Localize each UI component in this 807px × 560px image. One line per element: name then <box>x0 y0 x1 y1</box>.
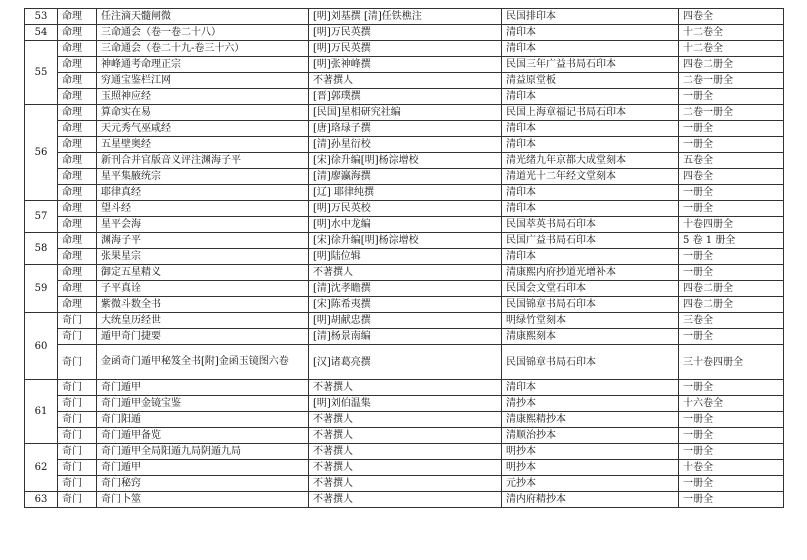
catalog-row <box>25 460 784 476</box>
author-cell: [明]万民英撰 <box>309 41 502 57</box>
catalog-row <box>25 57 784 73</box>
catalog-row <box>25 329 784 345</box>
volumes-cell: 四卷二册全 <box>679 297 784 313</box>
author-cell: [汉]诸葛亮撰 <box>309 345 502 380</box>
volumes-cell: 一册全 <box>679 380 784 396</box>
edition-cell: 民国萃英书局石印本 <box>502 217 679 233</box>
edition-cell: 元抄本 <box>502 476 679 492</box>
edition-cell: 清印本 <box>502 201 679 217</box>
catalog-row <box>25 137 784 153</box>
author-cell: [明]刘伯温集 <box>309 396 502 412</box>
edition-cell: 民国广益书局石印本 <box>502 233 679 249</box>
title-cell: 奇门遁甲金镜宝鉴 <box>97 396 309 412</box>
catalog-row <box>25 121 784 137</box>
category-cell: 命理 <box>58 121 97 137</box>
volumes-cell: 二卷一册全 <box>679 105 784 121</box>
author-cell: [明]万民英校 <box>309 201 502 217</box>
author-cell: 不著撰人 <box>309 428 502 444</box>
volumes-cell: 十二卷全 <box>679 41 784 57</box>
category-cell: 命理 <box>58 41 97 57</box>
author-cell: [清]杨景南编 <box>309 329 502 345</box>
volumes-cell: 一册全 <box>679 185 784 201</box>
category-cell: 奇门 <box>58 428 97 444</box>
title-cell: 奇门遁甲 <box>97 380 309 396</box>
author-cell: [明]刘基撰 [清]任铁樵注 <box>309 9 502 25</box>
volumes-cell: 一册全 <box>679 201 784 217</box>
catalog-row <box>25 281 784 297</box>
author-cell: 不著撰人 <box>309 460 502 476</box>
category-cell: 命理 <box>58 137 97 153</box>
edition-cell: 清康熙内府抄道光增补本 <box>502 265 679 281</box>
volumes-cell: 十卷全 <box>679 460 784 476</box>
title-cell: 紫微斗数全书 <box>97 297 309 313</box>
category-cell: 命理 <box>58 185 97 201</box>
title-cell: 神峰通考命理正宗 <box>97 57 309 73</box>
catalog-row <box>25 9 784 25</box>
volumes-cell: 四卷全 <box>679 9 784 25</box>
group-number-cell: 57 <box>25 201 58 233</box>
group-number-cell: 59 <box>25 265 58 313</box>
title-cell: 任注滴天髓闸微 <box>97 9 309 25</box>
edition-cell: 民国锦章书局石印本 <box>502 297 679 313</box>
edition-cell: 明绿竹堂刻本 <box>502 313 679 329</box>
author-cell: [唐]珞琭子撰 <box>309 121 502 137</box>
edition-cell: 清印本 <box>502 185 679 201</box>
volumes-cell: 一册全 <box>679 412 784 428</box>
edition-cell: 民国上海章福记书局石印本 <box>502 105 679 121</box>
group-number-cell: 55 <box>25 41 58 105</box>
edition-cell: 清印本 <box>502 249 679 265</box>
group-number-cell: 58 <box>25 233 58 265</box>
catalog-row <box>25 380 784 396</box>
edition-cell: 清印本 <box>502 380 679 396</box>
catalog-row <box>25 105 784 121</box>
edition-cell: 明抄本 <box>502 460 679 476</box>
category-cell: 奇门 <box>58 329 97 345</box>
group-number-cell: 56 <box>25 105 58 201</box>
category-cell: 命理 <box>58 217 97 233</box>
group-number-cell: 62 <box>25 444 58 492</box>
category-cell: 奇门 <box>58 345 97 380</box>
group-number-cell: 54 <box>25 25 58 41</box>
edition-cell: 明抄本 <box>502 444 679 460</box>
volumes-cell: 四卷二册全 <box>679 57 784 73</box>
title-cell: 张果星宗 <box>97 249 309 265</box>
author-cell: [清]廖瀛海撰 <box>309 169 502 185</box>
volumes-cell: 一册全 <box>679 329 784 345</box>
catalog-row <box>25 412 784 428</box>
catalog-row <box>25 428 784 444</box>
volumes-cell: 十卷四册全 <box>679 217 784 233</box>
edition-cell: 清印本 <box>502 89 679 105</box>
category-cell: 命理 <box>58 249 97 265</box>
volumes-cell: 一册全 <box>679 249 784 265</box>
category-cell: 命理 <box>58 265 97 281</box>
title-cell: 星平会海 <box>97 217 309 233</box>
category-cell: 命理 <box>58 57 97 73</box>
catalog-row <box>25 25 784 41</box>
volumes-cell: 二卷一册全 <box>679 73 784 89</box>
title-cell: 三命通会（卷二十九-卷三十六） <box>97 41 309 57</box>
category-cell: 奇门 <box>58 396 97 412</box>
catalog-row <box>25 345 784 380</box>
edition-cell: 清益原堂板 <box>502 73 679 89</box>
edition-cell: 清抄本 <box>502 396 679 412</box>
title-cell: 五星壁奥经 <box>97 137 309 153</box>
author-cell: 不著撰人 <box>309 476 502 492</box>
category-cell: 命理 <box>58 169 97 185</box>
catalog-row <box>25 233 784 249</box>
catalog-row <box>25 396 784 412</box>
edition-cell: 清印本 <box>502 41 679 57</box>
author-cell: 不著撰人 <box>309 73 502 89</box>
title-cell: 玉照神应经 <box>97 89 309 105</box>
volumes-cell: 一册全 <box>679 428 784 444</box>
title-cell: 奇门遁甲备览 <box>97 428 309 444</box>
category-cell: 命理 <box>58 105 97 121</box>
catalog-row <box>25 73 784 89</box>
edition-cell: 民国锦章书局石印本 <box>502 345 679 380</box>
catalog-row <box>25 41 784 57</box>
catalog-row <box>25 153 784 169</box>
title-cell: 望斗经 <box>97 201 309 217</box>
edition-cell: 清光绪九年京都大成堂刻本 <box>502 153 679 169</box>
author-cell: [明]胡献忠撰 <box>309 313 502 329</box>
category-cell: 命理 <box>58 233 97 249</box>
title-cell: 奇门秘窍 <box>97 476 309 492</box>
edition-cell: 清印本 <box>502 121 679 137</box>
author-cell: 不著撰人 <box>309 380 502 396</box>
title-cell: 子平真诠 <box>97 281 309 297</box>
volumes-cell: 一册全 <box>679 492 784 508</box>
catalog-row <box>25 297 784 313</box>
catalog-row <box>25 89 784 105</box>
author-cell: [明]万民英撰 <box>309 25 502 41</box>
author-cell: [民国]星相研究社编 <box>309 105 502 121</box>
volumes-cell: 三卷全 <box>679 313 784 329</box>
author-cell: [明]陆位辑 <box>309 249 502 265</box>
author-cell: 不著撰人 <box>309 444 502 460</box>
catalog-row <box>25 492 784 508</box>
edition-cell: 清内府精抄本 <box>502 492 679 508</box>
category-cell: 奇门 <box>58 313 97 329</box>
title-cell: 三命通会（卷一卷二十八） <box>97 25 309 41</box>
category-cell: 命理 <box>58 153 97 169</box>
category-cell: 奇门 <box>58 492 97 508</box>
author-cell: [宋]徐升编[明]杨淙增校 <box>309 153 502 169</box>
title-cell: 星平集腋统宗 <box>97 169 309 185</box>
volumes-cell: 十六卷全 <box>679 396 784 412</box>
title-cell: 算命实在易 <box>97 105 309 121</box>
group-number-cell: 63 <box>25 492 58 508</box>
title-cell: 御定五星精义 <box>97 265 309 281</box>
edition-cell: 民国排印本 <box>502 9 679 25</box>
volumes-cell: 四卷全 <box>679 169 784 185</box>
catalog-row <box>25 249 784 265</box>
volumes-cell: 一册全 <box>679 137 784 153</box>
category-cell: 命理 <box>58 89 97 105</box>
category-cell: 命理 <box>58 297 97 313</box>
edition-cell: 清印本 <box>502 137 679 153</box>
catalog-row <box>25 169 784 185</box>
group-number-cell: 61 <box>25 380 58 444</box>
author-cell: [明]张神峰撰 <box>309 57 502 73</box>
category-cell: 奇门 <box>58 444 97 460</box>
volumes-cell: 一册全 <box>679 265 784 281</box>
volumes-cell: 三十卷四册全 <box>679 345 784 380</box>
title-cell: 奇门卜筮 <box>97 492 309 508</box>
catalog-row <box>25 201 784 217</box>
group-number-cell: 60 <box>25 313 58 380</box>
book-catalog-table <box>24 8 784 508</box>
edition-cell: 民国三年广益书局石印本 <box>502 57 679 73</box>
title-cell: 奇门遁甲全局阳遁九局阴遁九局 <box>97 444 309 460</box>
edition-cell: 清康熙刻本 <box>502 329 679 345</box>
author-cell: [宋]徐升编[明]杨淙增校 <box>309 233 502 249</box>
title-cell: 渊海子平 <box>97 233 309 249</box>
volumes-cell: 5 卷 1 册全 <box>679 233 784 249</box>
title-cell: 天元秀气巫咸经 <box>97 121 309 137</box>
volumes-cell: 一册全 <box>679 89 784 105</box>
title-cell: 奇门阳遁 <box>97 412 309 428</box>
title-cell: 新刊合并官版音义评注渊海子平 <box>97 153 309 169</box>
title-cell: 金函奇门遁甲秘笈全书[附]金函玉镜图六卷 <box>97 345 309 380</box>
category-cell: 命理 <box>58 73 97 89</box>
author-cell: 不著撰人 <box>309 492 502 508</box>
title-cell: 大统皇历经世 <box>97 313 309 329</box>
catalog-row <box>25 313 784 329</box>
author-cell: [晋]郭璞撰 <box>309 89 502 105</box>
title-cell: 耶律真经 <box>97 185 309 201</box>
category-cell: 奇门 <box>58 476 97 492</box>
catalog-row <box>25 185 784 201</box>
author-cell: [宋]陈希夷撰 <box>309 297 502 313</box>
edition-cell: 清印本 <box>502 25 679 41</box>
group-number-cell: 53 <box>25 9 58 25</box>
category-cell: 奇门 <box>58 380 97 396</box>
author-cell: [清]孙星衍校 <box>309 137 502 153</box>
edition-cell: 民国会文堂石印本 <box>502 281 679 297</box>
title-cell: 穷通宝鉴栏江网 <box>97 73 309 89</box>
volumes-cell: 一册全 <box>679 476 784 492</box>
author-cell: [清]沈孝瞻撰 <box>309 281 502 297</box>
volumes-cell: 一册全 <box>679 121 784 137</box>
author-cell: 不著撰人 <box>309 265 502 281</box>
category-cell: 命理 <box>58 201 97 217</box>
author-cell: 不著撰人 <box>309 412 502 428</box>
catalog-row <box>25 444 784 460</box>
volumes-cell: 四卷二册全 <box>679 281 784 297</box>
catalog-row <box>25 217 784 233</box>
author-cell: [明]水中龙编 <box>309 217 502 233</box>
volumes-cell: 十二卷全 <box>679 25 784 41</box>
edition-cell: 清顺治抄本 <box>502 428 679 444</box>
catalog-row <box>25 476 784 492</box>
volumes-cell: 一册全 <box>679 444 784 460</box>
category-cell: 奇门 <box>58 460 97 476</box>
edition-cell: 清道光十二年经文堂刻本 <box>502 169 679 185</box>
author-cell: [辽] 耶律纯撰 <box>309 185 502 201</box>
volumes-cell: 五卷全 <box>679 153 784 169</box>
title-cell: 遁甲奇门捷要 <box>97 329 309 345</box>
category-cell: 奇门 <box>58 412 97 428</box>
category-cell: 命理 <box>58 281 97 297</box>
catalog-row <box>25 265 784 281</box>
category-cell: 命理 <box>58 9 97 25</box>
category-cell: 命理 <box>58 25 97 41</box>
edition-cell: 清康熙精抄本 <box>502 412 679 428</box>
title-cell: 奇门遁甲 <box>97 460 309 476</box>
